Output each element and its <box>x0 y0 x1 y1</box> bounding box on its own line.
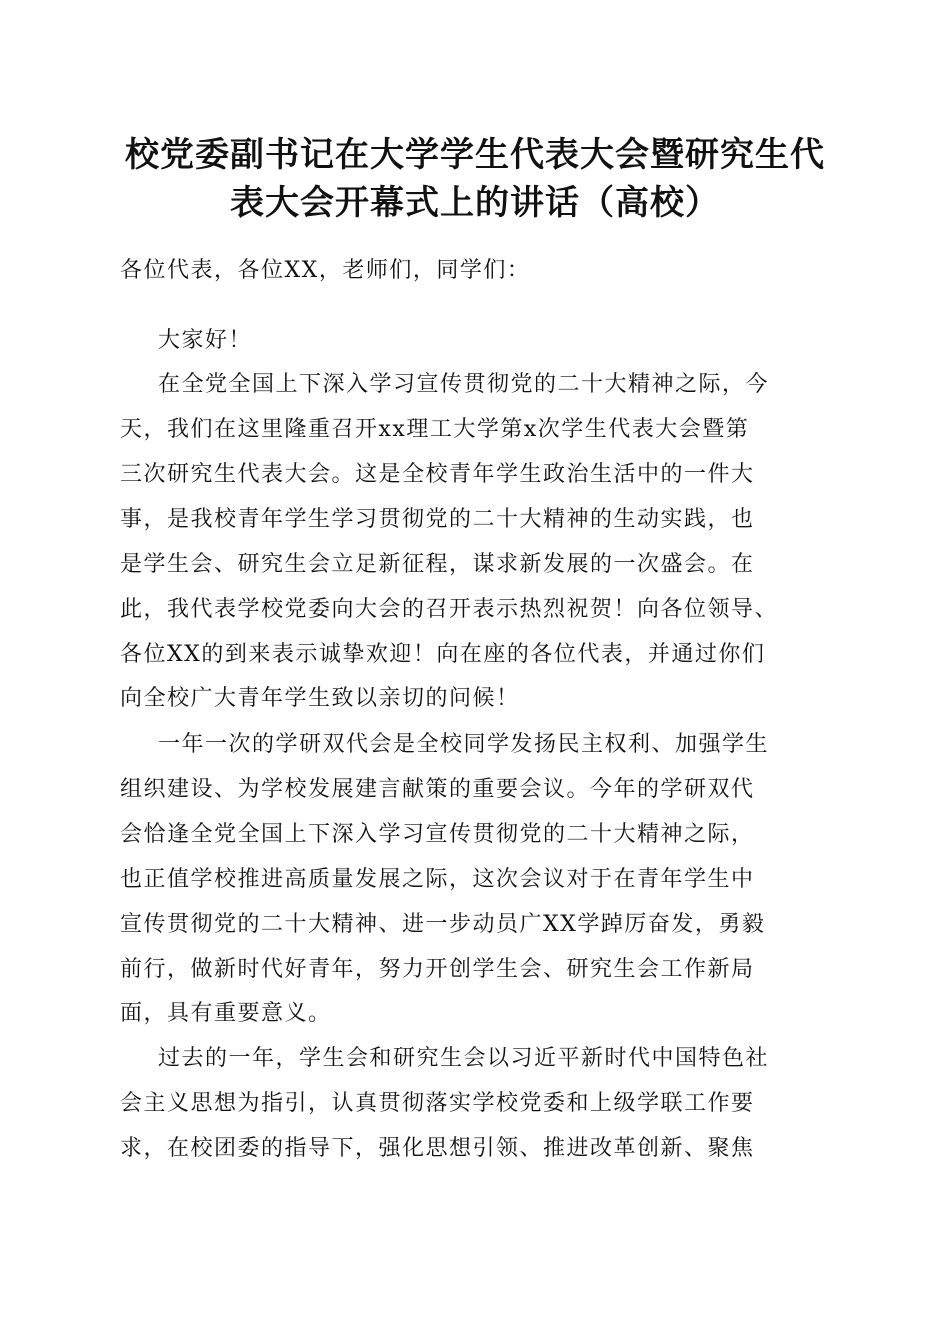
paragraph-1-line: 事，是我校青年学生学习贯彻党的二十大精神的生动实践，也 <box>120 507 755 532</box>
greeting-line: 大家好！ <box>158 328 253 353</box>
paragraph-2-line: 前行，做新时代好青年，努力开创学生会、研究生会工作新局 <box>120 957 755 982</box>
paragraph-1-line: 三次研究生代表大会。这是全校青年学生政治生活中的一件大 <box>120 462 755 487</box>
paragraph-2-line: 一年一次的学研双代会是全校同学发扬民主权利、加强学生 <box>158 732 770 757</box>
paragraph-2-line: 会恰逢全党全国上下深入学习宣传贯彻党的二十大精神之际， <box>120 822 755 847</box>
paragraph-1-line: 天，我们在这里隆重召开xx理工大学第x次学生代表大会暨第 <box>120 417 750 442</box>
paragraph-2-line: 也正值学校推进高质量发展之际，这次会议对于在青年学生中 <box>120 867 755 892</box>
paragraph-3-line: 过去的一年，学生会和研究生会以习近平新时代中国特色社 <box>158 1046 770 1071</box>
paragraph-1-line: 在全党全国上下深入学习宣传贯彻党的二十大精神之际，今 <box>158 372 770 397</box>
paragraph-1-line: 向全校广大青年学生致以亲切的问候！ <box>120 686 520 711</box>
salutation-line: 各位代表，各位XX，老师们，同学们： <box>120 258 531 283</box>
paragraph-2-line: 面，具有重要意义。 <box>120 1001 332 1026</box>
paragraph-2-line: 宣传贯彻党的二十大精神、进一步动员广XX学踔厉奋发，勇毅 <box>120 912 766 937</box>
paragraph-1-line: 此，我代表学校党委向大会的召开表示热烈祝贺！向各位领导、 <box>120 597 779 622</box>
document-title-line-2: 表大会开幕式上的讲话（高校） <box>230 183 720 223</box>
paragraph-1-line: 各位XX的到来表示诚挚欢迎！向在座的各位代表，并通过你们 <box>120 642 766 667</box>
paragraph-2-line: 组织建设、为学校发展建言献策的重要会议。今年的学研双代 <box>120 777 755 802</box>
paragraph-3-line: 会主义思想为指引，认真贯彻落实学校党委和上级学联工作要 <box>120 1091 755 1116</box>
document-title-line-1: 校党委副书记在大学学生代表大会暨研究生代 <box>125 135 825 175</box>
paragraph-1-line: 是学生会、研究生会立足新征程，谋求新发展的一次盛会。在 <box>120 552 755 577</box>
paragraph-3-line: 求，在校团委的指导下，强化思想引领、推进改革创新、聚焦 <box>120 1136 755 1161</box>
